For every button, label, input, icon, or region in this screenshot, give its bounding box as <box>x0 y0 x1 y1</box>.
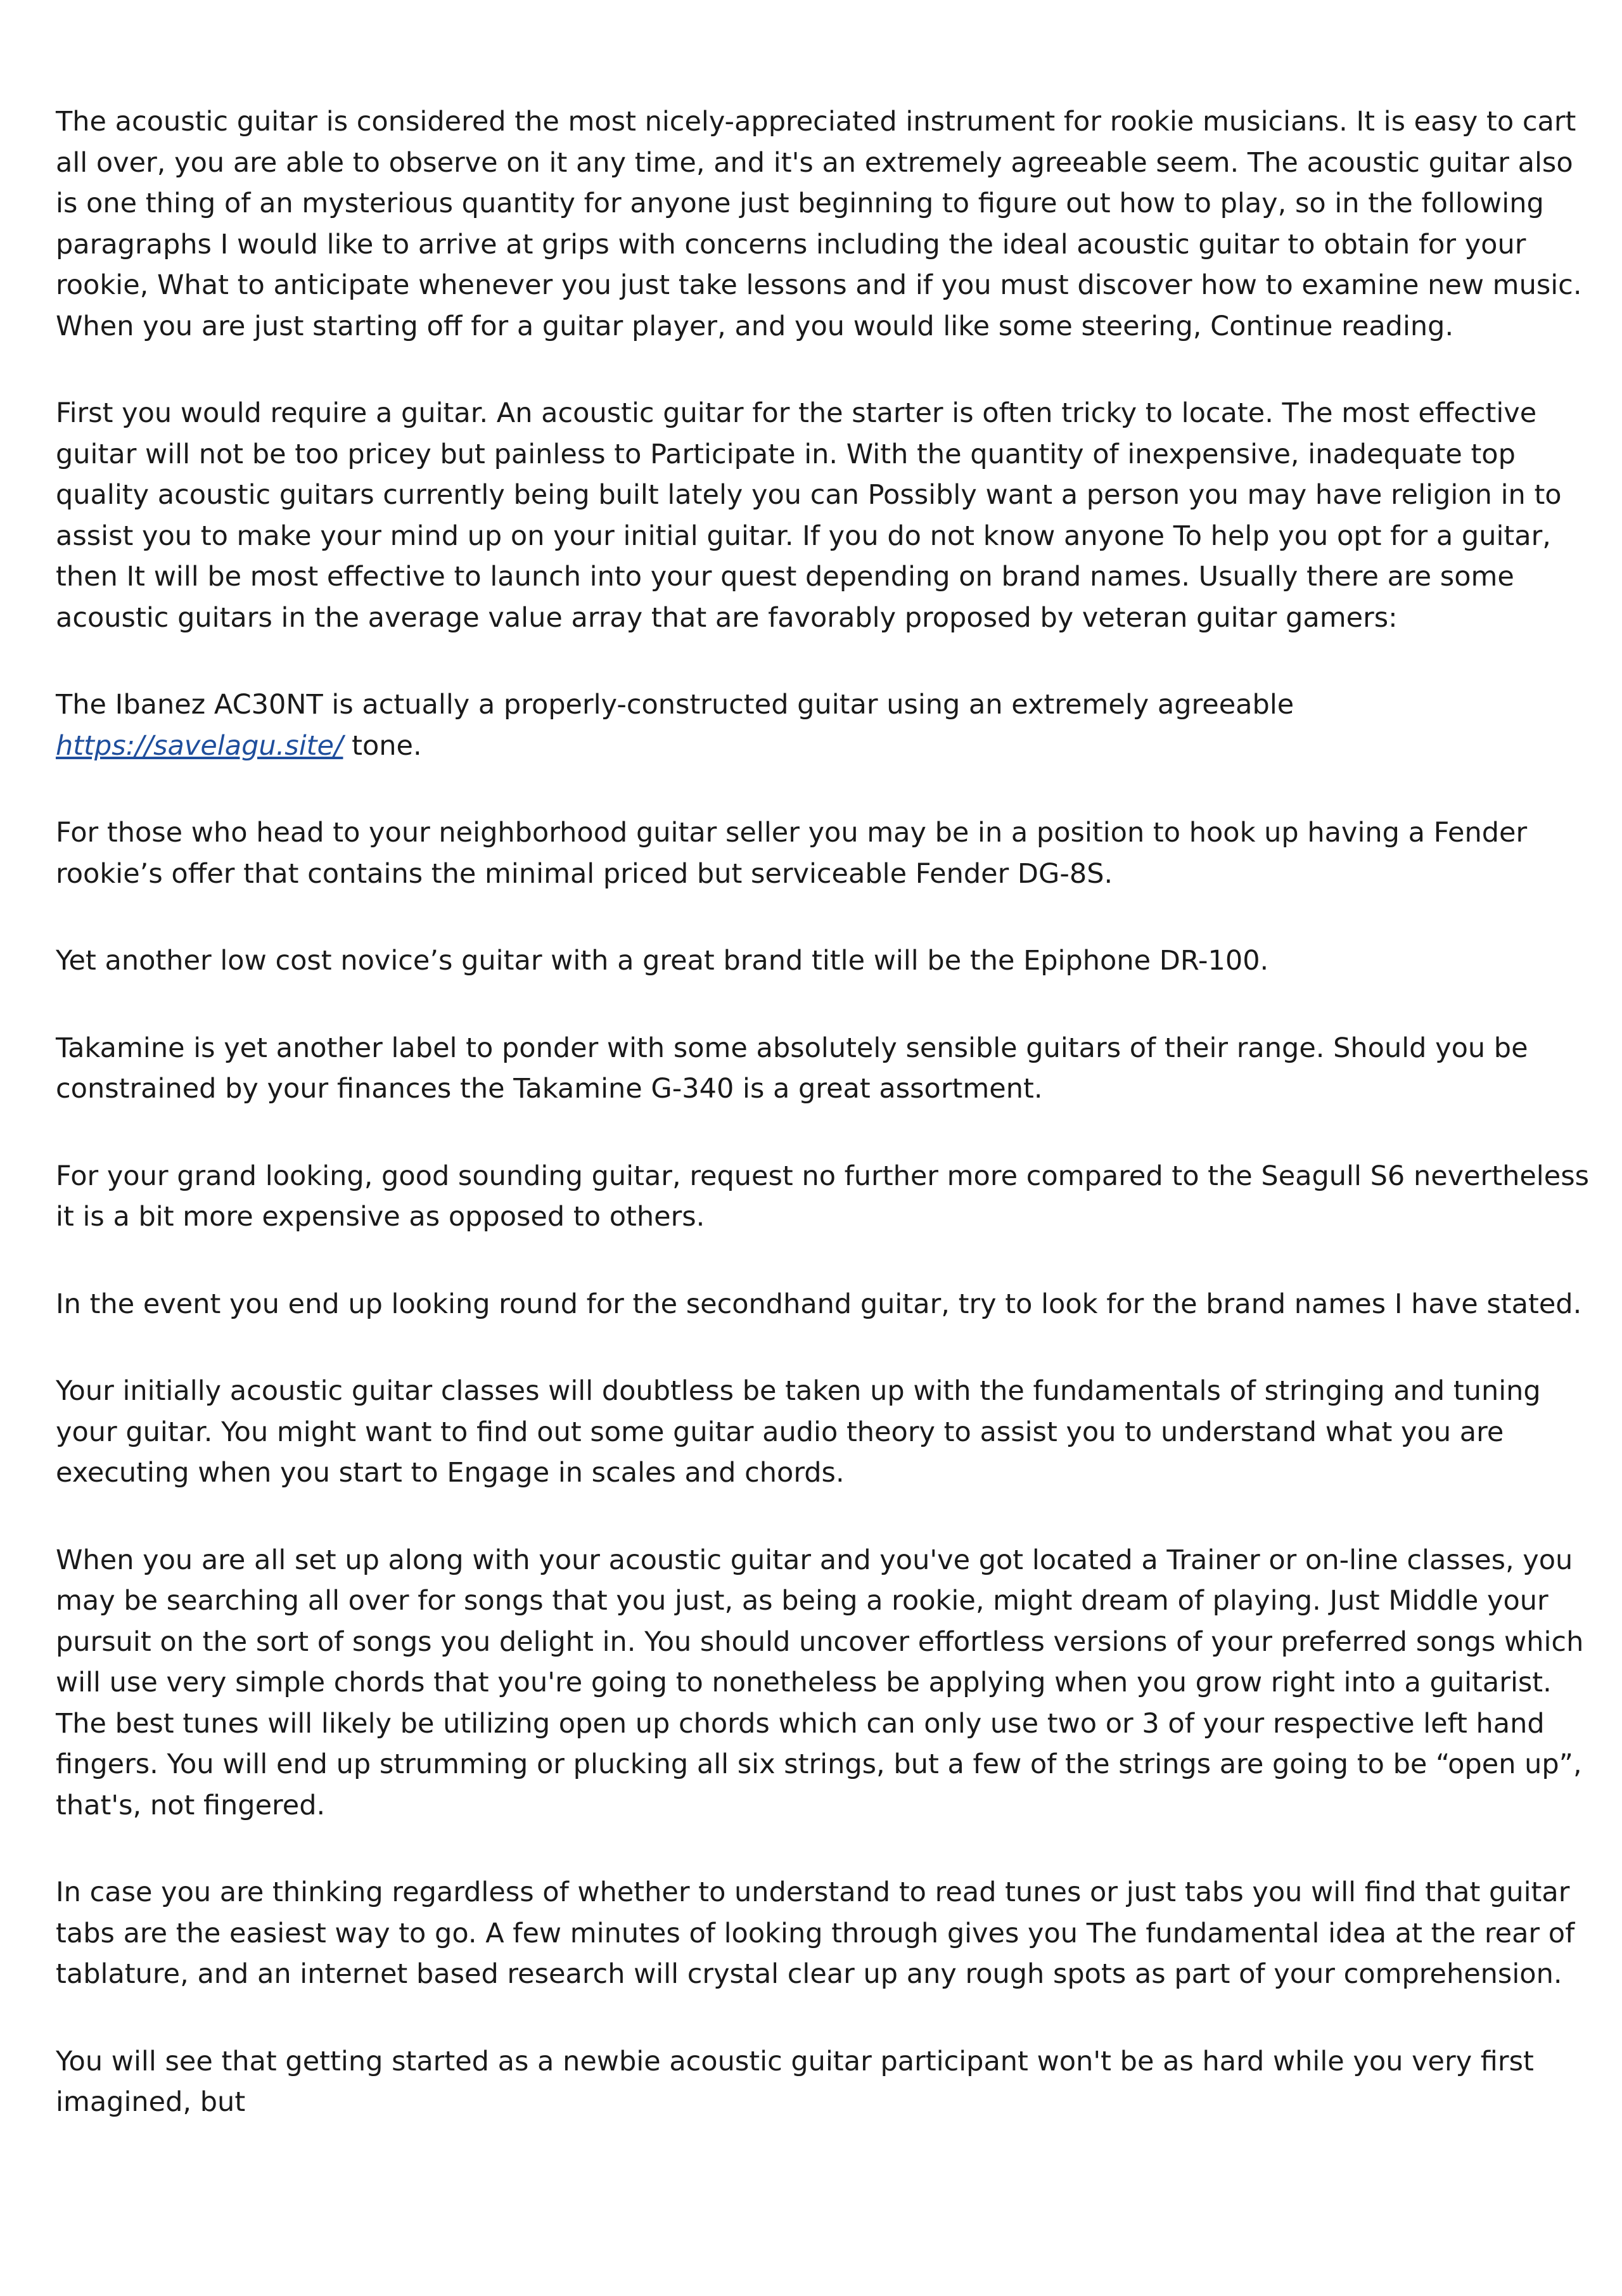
paragraph-epiphone: Yet another low cost novice’s guitar with a great brand title will be the Epiphone DR-100. <box>56 945 1269 977</box>
paragraph-fender: For those who head to your neighborhood guitar seller you may be in a position to hook up having a Fender rookie’s offer that contains the minimal priced but serviceable Fender DG-8S. <box>56 817 1528 890</box>
paragraph-secondhand: In the event you end up looking round for the secondhand guitar, try to look for the brand names I have stated. <box>56 1288 1582 1320</box>
paragraph-ibanez <box>56 684 1589 766</box>
paragraph-tabs: In case you are thinking regardless of whether to understand to read tunes or just tabs you will find that guitar tabs are the easiest way to go. A few minutes of looking through gives you The fundamental idea at the rear of tablature, and an internet based research will crystal clear up any rough spots as part of your comprehension. <box>56 1876 1575 1990</box>
paragraph-takamine: Takamine is yet another label to ponder with some absolutely sensible guitars of their range. Should you be constrained by your finances the Takamine G-340 is a great assortment. <box>56 1032 1528 1105</box>
paragraph-seagull: For your grand looking, good sounding guitar, request no further more compared to the Seagull S6 nevertheless it is a bit more expensive as opposed to others. <box>56 1160 1590 1233</box>
savelagu-link[interactable]: https://savelagu.site/ <box>56 729 343 762</box>
paragraph-ibanez-tail: tone. <box>343 729 422 762</box>
paragraph-intro: The acoustic guitar is considered the most nicely-appreciated instrument for rookie musicians. It is easy to cart all over, you are able to observe on it any time, and it's an extremely agreeable seem. The acoustic guitar also is one thing of an mysterious quantity for anyone just beginning to figure out how to play, so in the following paragraphs I would like to arrive at grips with concerns including the ideal acoustic guitar to obtain for your rookie, What to anticipate whenever you just take lessons and if you must discover how to examine new music. When you are just starting off for a guitar player, and you would like some steering, Continue reading. <box>56 106 1582 342</box>
paragraph-songs: When you are all set up along with your acoustic guitar and you've got located a Trainer or on-line classes, you may be searching all over for songs that you just, as being a rookie, might dream of playing. Just Middle your pursuit on the sort of songs you delight in. You should uncover effortless versions of your preferred songs which will use very simple chords that you're going to nonetheless be applying when you grow right into a guitarist. The best tunes will likely be utilizing open up chords which can only use two or 3 of your respective left hand fingers. You will end up strumming or plucking all six strings, but a few of the strings are going to be “open up”, that's, not fingered. <box>56 1544 1584 1821</box>
paragraph-choosing-guitar: First you would require a guitar. An acoustic guitar for the starter is often tricky to locate. The most effective guitar will not be too pricey but painless to Participate in. With the quantity of inexpensive, inadequate top quality acoustic guitars currently being built lately you can Possibly want a person you may have religion in to assist you to make your mind up on your initial guitar. If you do not know anyone To help you opt for a guitar, then It will be most effective to launch into your quest depending on brand names. Usually there are some acoustic guitars in the average value array that are favorably proposed by veteran guitar gamers: <box>56 397 1562 634</box>
paragraph-conclusion: You will see that getting started as a newbie acoustic guitar participant won't be as hard while you very first imagined, but <box>56 2045 1534 2118</box>
document-body <box>56 101 1589 2169</box>
paragraph-ibanez-text: The Ibanez AC30NT is actually a properly-constructed guitar using an extremely agreeable <box>56 689 1294 721</box>
paragraph-first-classes: Your initially acoustic guitar classes will doubtless be taken up with the fundamentals of stringing and tuning your guitar. You might want to find out some guitar audio theory to assist you to understand what you are executing when you start to Engage in scales and chords. <box>56 1375 1541 1489</box>
